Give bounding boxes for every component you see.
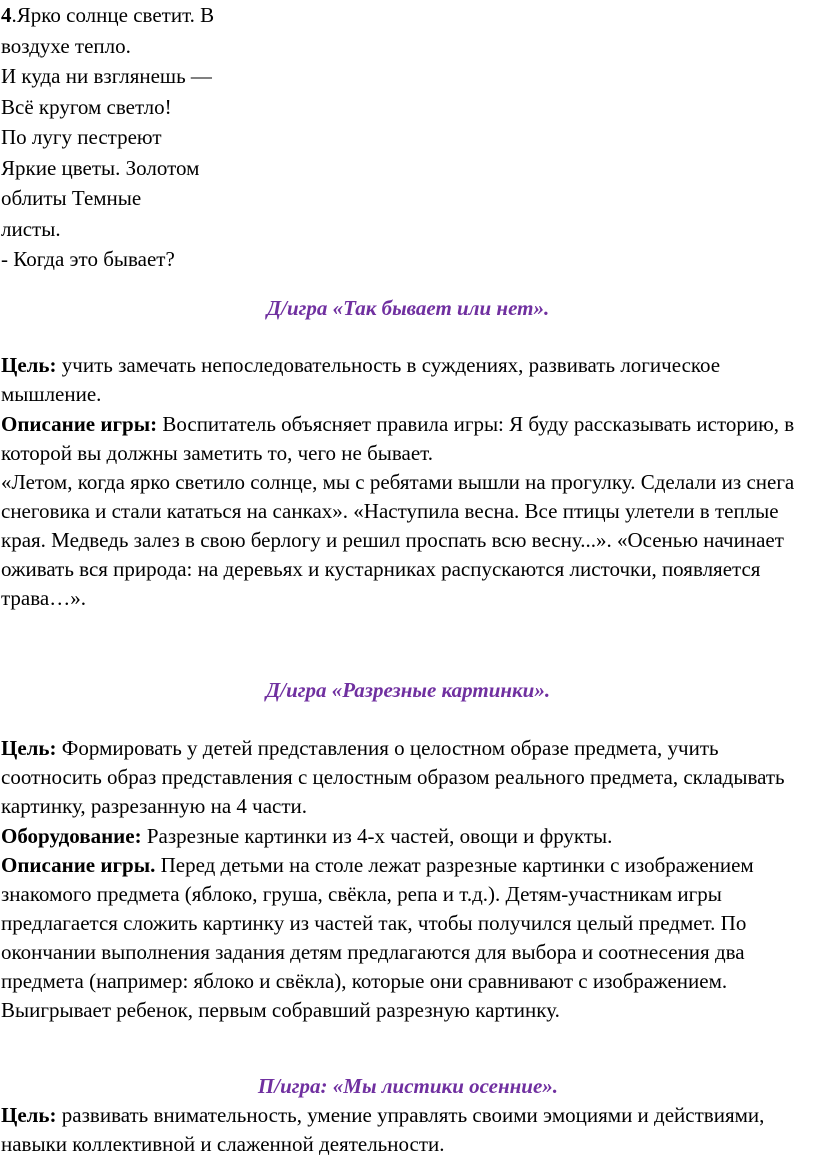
game3-title: П/игра: «Мы листики осенние». — [257, 1074, 559, 1098]
equipment-label: Оборудование: — [1, 824, 142, 848]
game1-goal — [1, 351, 813, 409]
game2-goal — [1, 734, 813, 821]
goal-label: Цель: — [1, 1103, 57, 1127]
poem-number: 4 — [1, 3, 12, 27]
game3-goal — [1, 1101, 813, 1159]
description-text: Перед детьми на столе лежат разрезные картинки с изображением знакомого предмета (яблоко, груша, свёкла, репа и т.д.). Детям-участникам игры предлагается сложить картинку из частей так, чтобы получился целый предмет. По окончании выполнения задания детям предлагаются для выбора и соотнесения два предмета (например: яблоко и свёкла), которые они сравнивают с изображением. Выигрывает ребенок, первым собравший разрезную картинку. — [1, 853, 754, 1022]
description-text: Воспитатель объясняет правила игры: Я буду рассказывать историю, в которой вы должны заметить то, чего не бывает. — [1, 412, 795, 465]
goal-text: развивать внимательность, умение управлять своими эмоциями и действиями, навыки коллективной и слаженной деятельности. — [1, 1103, 765, 1156]
equipment-text: Разрезные картинки из 4-х частей, овощи и фрукты. — [141, 824, 613, 848]
poem-line: По лугу пестреют — [1, 125, 162, 149]
description-label: Описание игры. — [1, 853, 156, 877]
poem-line: облиты Темные — [1, 186, 142, 210]
goal-text: учить замечать непоследовательность в суждениях, развивать логическое мышление. — [1, 353, 721, 406]
game2-description — [1, 851, 813, 1025]
poem-line: воздухе тепло. — [1, 33, 131, 58]
game2-title: Д/игра «Разрезные картинки». — [265, 678, 551, 702]
game1-description — [1, 410, 813, 468]
poem-line: Всё кругом светло! — [1, 94, 172, 119]
poem-line — [1, 0, 261, 31]
poem — [1, 0, 261, 275]
poem-question: - Когда это бывает? — [1, 247, 175, 271]
poem-line: И куда ни взглянешь — — [1, 64, 212, 88]
goal-text: Формировать у детей представления о целостном образе предмета, учить соотносить образ представления с целостным образом реального предмета, складывать картинку, разрезанную на 4 части. — [1, 736, 785, 818]
game2-equipment — [1, 822, 813, 851]
description-label: Описание игры: — [1, 412, 158, 436]
poem-first-line: .Ярко солнце светит. В — [11, 3, 215, 27]
poem-line: Яркие цветы. Золотом — [1, 155, 200, 180]
goal-label: Цель: — [1, 736, 57, 760]
game1-story: «Летом, когда ярко светило солнце, мы с ребятами вышли на прогулку. Сделали из снега снеговика и стали кататься на санках». «Наступила весна. Все птицы улетели в теплые края. Медведь залез в свою берлогу и решил проспать всю весну...». «Осенью начинает оживать вся природа: на деревьях и кустарниках распускаются листочки, появляется трава…». — [1, 470, 795, 610]
poem-line: листы. — [1, 216, 61, 241]
goal-label: Цель: — [1, 353, 57, 377]
game1-title: Д/игра «Так бывает или нет». — [266, 296, 550, 320]
